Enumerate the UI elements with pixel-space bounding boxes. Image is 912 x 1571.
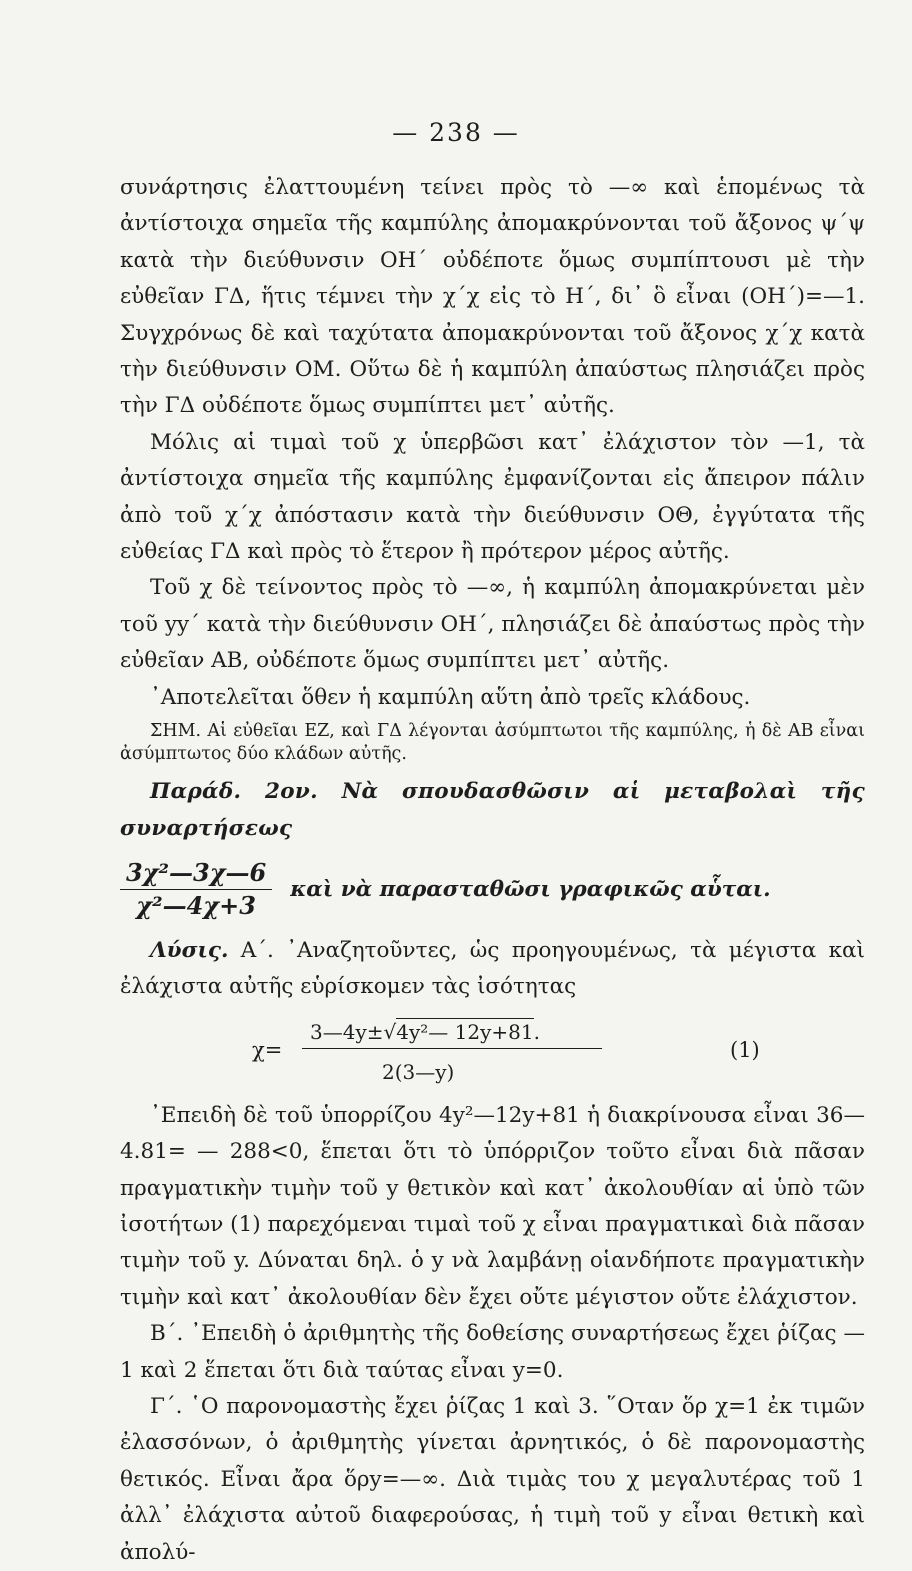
paragraph-discriminant: ᾽Επειδὴ δὲ τοῦ ὑπορρίζου 4y²—12y+81 ἡ διακρίνουσα εἶναι 36—4.81= — 288<0, ἕπεται ὅτι τὸ ὑπόρριζον τοῦτο εἶναι διὰ πᾶσαν πραγματικὴν τιμὴν τοῦ y θετικὸν καὶ κατ᾽ ἀκολουθίαν αἱ ὑπὸ τῶν ἰσοτήτων (1) παρεχόμεναι τιμαὶ τοῦ χ εἶναι πραγματικαὶ διὰ πᾶσαν τιμὴν τοῦ y. Δύναται δηλ. ὁ y νὰ λαμβάνῃ οἱανδήποτε πραγματικὴν τιμὴν καὶ κατ᾽ ἀκολουθίαν δὲν ἔχει οὔτε μέγιστον οὔτε ἐλάχιστον. [120,1102,865,1310]
paragraph-branch-three: Τοῦ χ δὲ τείνοντος πρὸς τὸ —∞, ἡ καμπύλη ἀπομακρύνεται μὲν τοῦ yy΄ κατὰ τὴν διεύθυνσιν ΟΗ΄, πλησιάζει δὲ ἀπαύστως πρὸς τὴν εὐθεῖαν ΑΒ, οὐδέποτε ὅμως συμπίπτει μετ᾽ αὐτῆς. [120,575,865,674]
formula-tag: (1) [730,1037,760,1062]
example-tail: καὶ νὰ παρασταθῶσι γραφικῶς αὗται. [290,876,771,902]
paragraph-continuation: συνάρτησις ἐλαττουμένη τείνει πρὸς τὸ —∞ καὶ ἑπομένως τὰ ἀντίστοιχα σημεῖα τῆς καμπύλης ἀπομακρύνονται τοῦ ἄξονος ψ΄ψ κατὰ τὴν διεύθυνσιν ΟΗ΄ οὐδέποτε ὅμως συμπίπτουσι μὲ τὴν εὐθεῖαν ΓΔ, ἥτις τέμνει τὴν χ΄χ εἰς τὸ Η΄, δι᾽ ὃ εἶναι (ΟΗ΄)=—1. Συγχρόνως δὲ καὶ ταχύτατα ἀπομακρύνονται τοῦ ἄξονος χ΄χ κατὰ τὴν διεύθυνσιν ΟΜ. Οὕτω δὲ ἡ καμπύλη ἀπαύστως πλησιάζει πρὸς τὴν ΓΔ οὐδέποτε ὅμως συμπίπτει μετ᾽ αὐτῆς. [120,175,865,419]
formula-radicand: 4y²— 12y+81 [396,1019,534,1044]
solution-label: Λύσις. [150,937,229,963]
formula-dot: . [533,1019,540,1044]
formula-numerator [310,1014,540,1050]
fraction-bar [302,1048,602,1050]
paragraph-branch-two: Μόλις αἱ τιμαὶ τοῦ χ ὑπερβῶσι κατ᾽ ἐλάχιστον τὸν —1, τὰ ἀντίστοιχα σημεῖα τῆς καμπύλης ἐμφανίζονται εἰς ἄπειρον πάλιν ἀπὸ τοῦ χ΄χ ἀπόστασιν κατὰ τὴν διεύθυνσιν ΟΘ, ἐγγύτατα τῆς εὐθείας ΓΔ καὶ πρὸς τὸ ἕτερον ἢ πρότερον μέρος αὐτῆς. [120,429,865,565]
paragraph-three-branches: ᾽Αποτελεῖται ὅθεν ἡ καμπύλη αὕτη ἀπὸ τρεῖς κλάδους. [150,684,751,710]
solution-intro [120,933,865,1006]
formula-lhs: χ= [252,1037,283,1062]
function-denominator: χ²—4χ+3 [136,891,256,921]
page-number: — 238 — [392,118,520,147]
function-fraction [120,858,272,921]
solution-intro-text: Α΄. ᾽Αναζητοῦντες, ὡς προηγουμένως, τὰ μέγιστα καὶ ἐλάχιστα αὐτῆς εὑρίσκομεν τὰς ἰσότητας [120,937,865,1000]
paragraph-roots-denominator: Γ΄. ῾Ο παρονομαστὴς ἔχει ῥίζας 1 καὶ 3. ῞Οταν ὅρ χ=1 ἐκ τιμῶν ἐλασσόνων, ὁ ἀριθμητὴς γίνεται ἀρνητικός, ὁ δὲ παρονομαστὴς θετικός. Εἶναι ἄρα ὅρy=—∞. Διὰ τιμὰς του χ μεγαλυτέρας τοῦ 1 ἀλλ᾽ ἐλάχιστα αὐτοῦ διαφερούσας, ἡ τιμὴ τοῦ y εἶναι θετικὴ καὶ ἀπολύ- [120,1393,865,1565]
formula-denominator: 2(3—y) [382,1059,455,1084]
page-body [120,170,865,1571]
example-function [120,847,865,933]
paragraph-roots-numerator: Β΄. ᾽Επειδὴ ὁ ἀριθμητὴς τῆς δοθείσης συναρτήσεως ἔχει ῥίζας —1 καὶ 2 ἕπεται ὅτι διὰ ταύτας εἶναι y=0. [120,1321,865,1383]
formula-numerator-prefix: 3—4y±√ [310,1019,397,1044]
formula-one [120,1006,865,1098]
example-heading: Παράδ. 2ον. Νὰ σπουδασθῶσιν αἱ μεταβολαὶ τῆς συναρτήσεως [120,779,865,841]
function-numerator: 3χ²—3χ—6 [120,858,272,890]
note-asymptotes: ΣΗΜ. Αἱ εὐθεῖαι ΕΖ, καὶ ΓΔ λέγονται ἀσύμπτωτοι τῆς καμπύλης, ἡ δὲ ΑΒ εἶναι ἀσύμπτωτος δύο κλάδων αὐτῆς. [120,721,865,765]
